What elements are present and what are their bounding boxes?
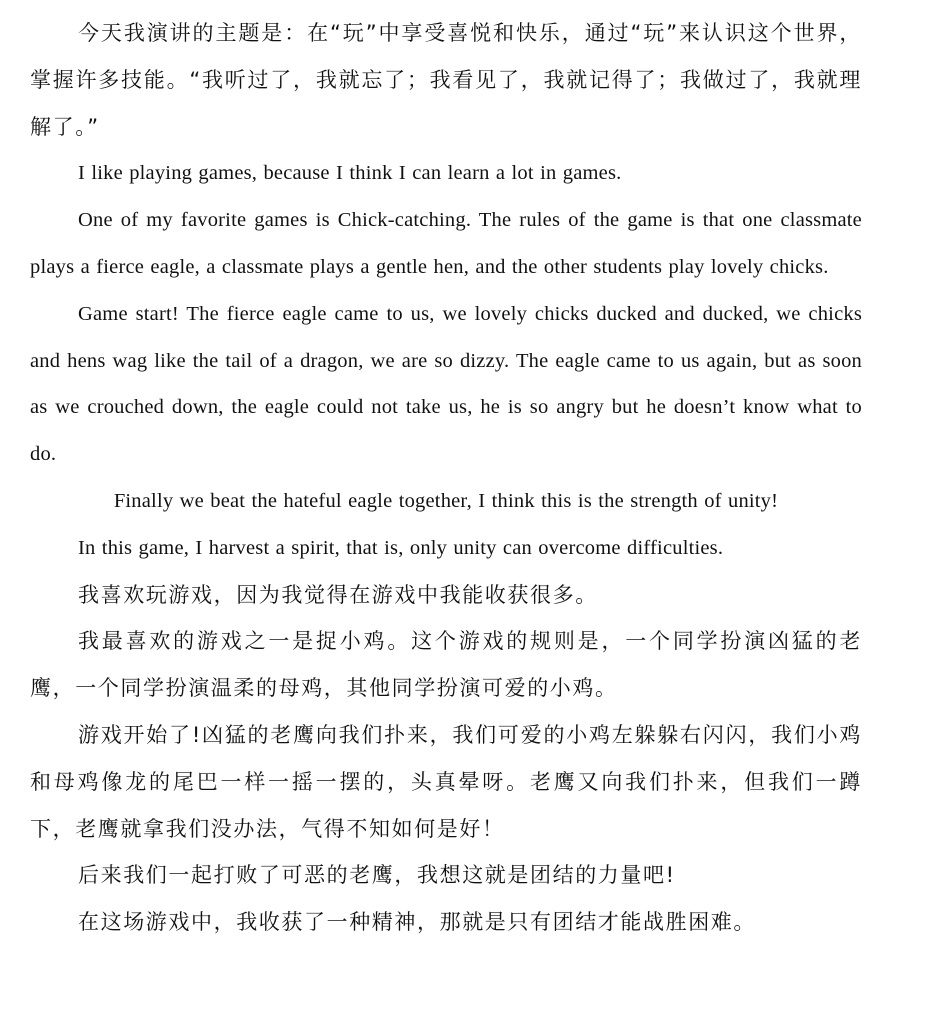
speech-text <box>30 10 862 946</box>
paragraph-like-games-chinese: 我喜欢玩游戏，因为我觉得在游戏中我能收获很多。 <box>78 582 598 607</box>
paragraph-like-games: I like playing games, because I think I can learn a lot in games. <box>78 162 622 185</box>
paragraph-game-start-chinese: 游戏开始了!凶猛的老鹰向我们扑来，我们可爱的小鸡左躲躲右闪闪，我们小鸡和母鸡像龙的尾巴一样一摇一摆的，头真晕呀。老鹰又向我们扑来，但我们一蹲下，老鹰就拿我们没办法，气得不知如何是好！ <box>30 722 862 841</box>
paragraph-favorite-game-chinese: 我最喜欢的游戏之一是捉小鸡。这个游戏的规则是，一个同学扮演凶猛的老鹰，一个同学扮演温柔的母鸡，其他同学扮演可爱的小鸡。 <box>30 629 862 701</box>
paragraph-beat-eagle: Finally we beat the hateful eagle together, I think this is the strength of unity! <box>113 489 779 512</box>
paragraph-favorite-game: One of my favorite games is Chick-catching. The rules of the game is that one classmate plays a fierce eagle, a classmate plays a gentle hen, and the other students play lovely chicks. <box>30 209 862 278</box>
paragraph-intro-chinese: 今天我演讲的主题是：在“玩”中享受喜悦和快乐，通过“玩”来认识这个世界，掌握许多技能。“我听过了，我就忘了；我看见了，我就记得了；我做过了，我就理解了。” <box>30 21 862 139</box>
paragraph-harvest-spirit-chinese: 在这场游戏中，我收获了一种精神，那就是只有团结才能战胜困难。 <box>78 910 756 935</box>
paragraph-game-start: Game start! The fierce eagle came to us, we lovely chicks ducked and ducked, we chicks and hens wag like the tail of a dragon, we are so dizzy. The eagle came to us again, but as soon as we crouched down, the eagle could not take us, he is so angry but he doesn’t know what to do. <box>30 302 862 466</box>
paragraph-harvest-spirit: In this game, I harvest a spirit, that is, only unity can overcome difficulties. <box>78 536 724 559</box>
paragraph-beat-eagle-chinese: 后来我们一起打败了可恶的老鹰，我想这就是团结的力量吧! <box>78 863 676 888</box>
